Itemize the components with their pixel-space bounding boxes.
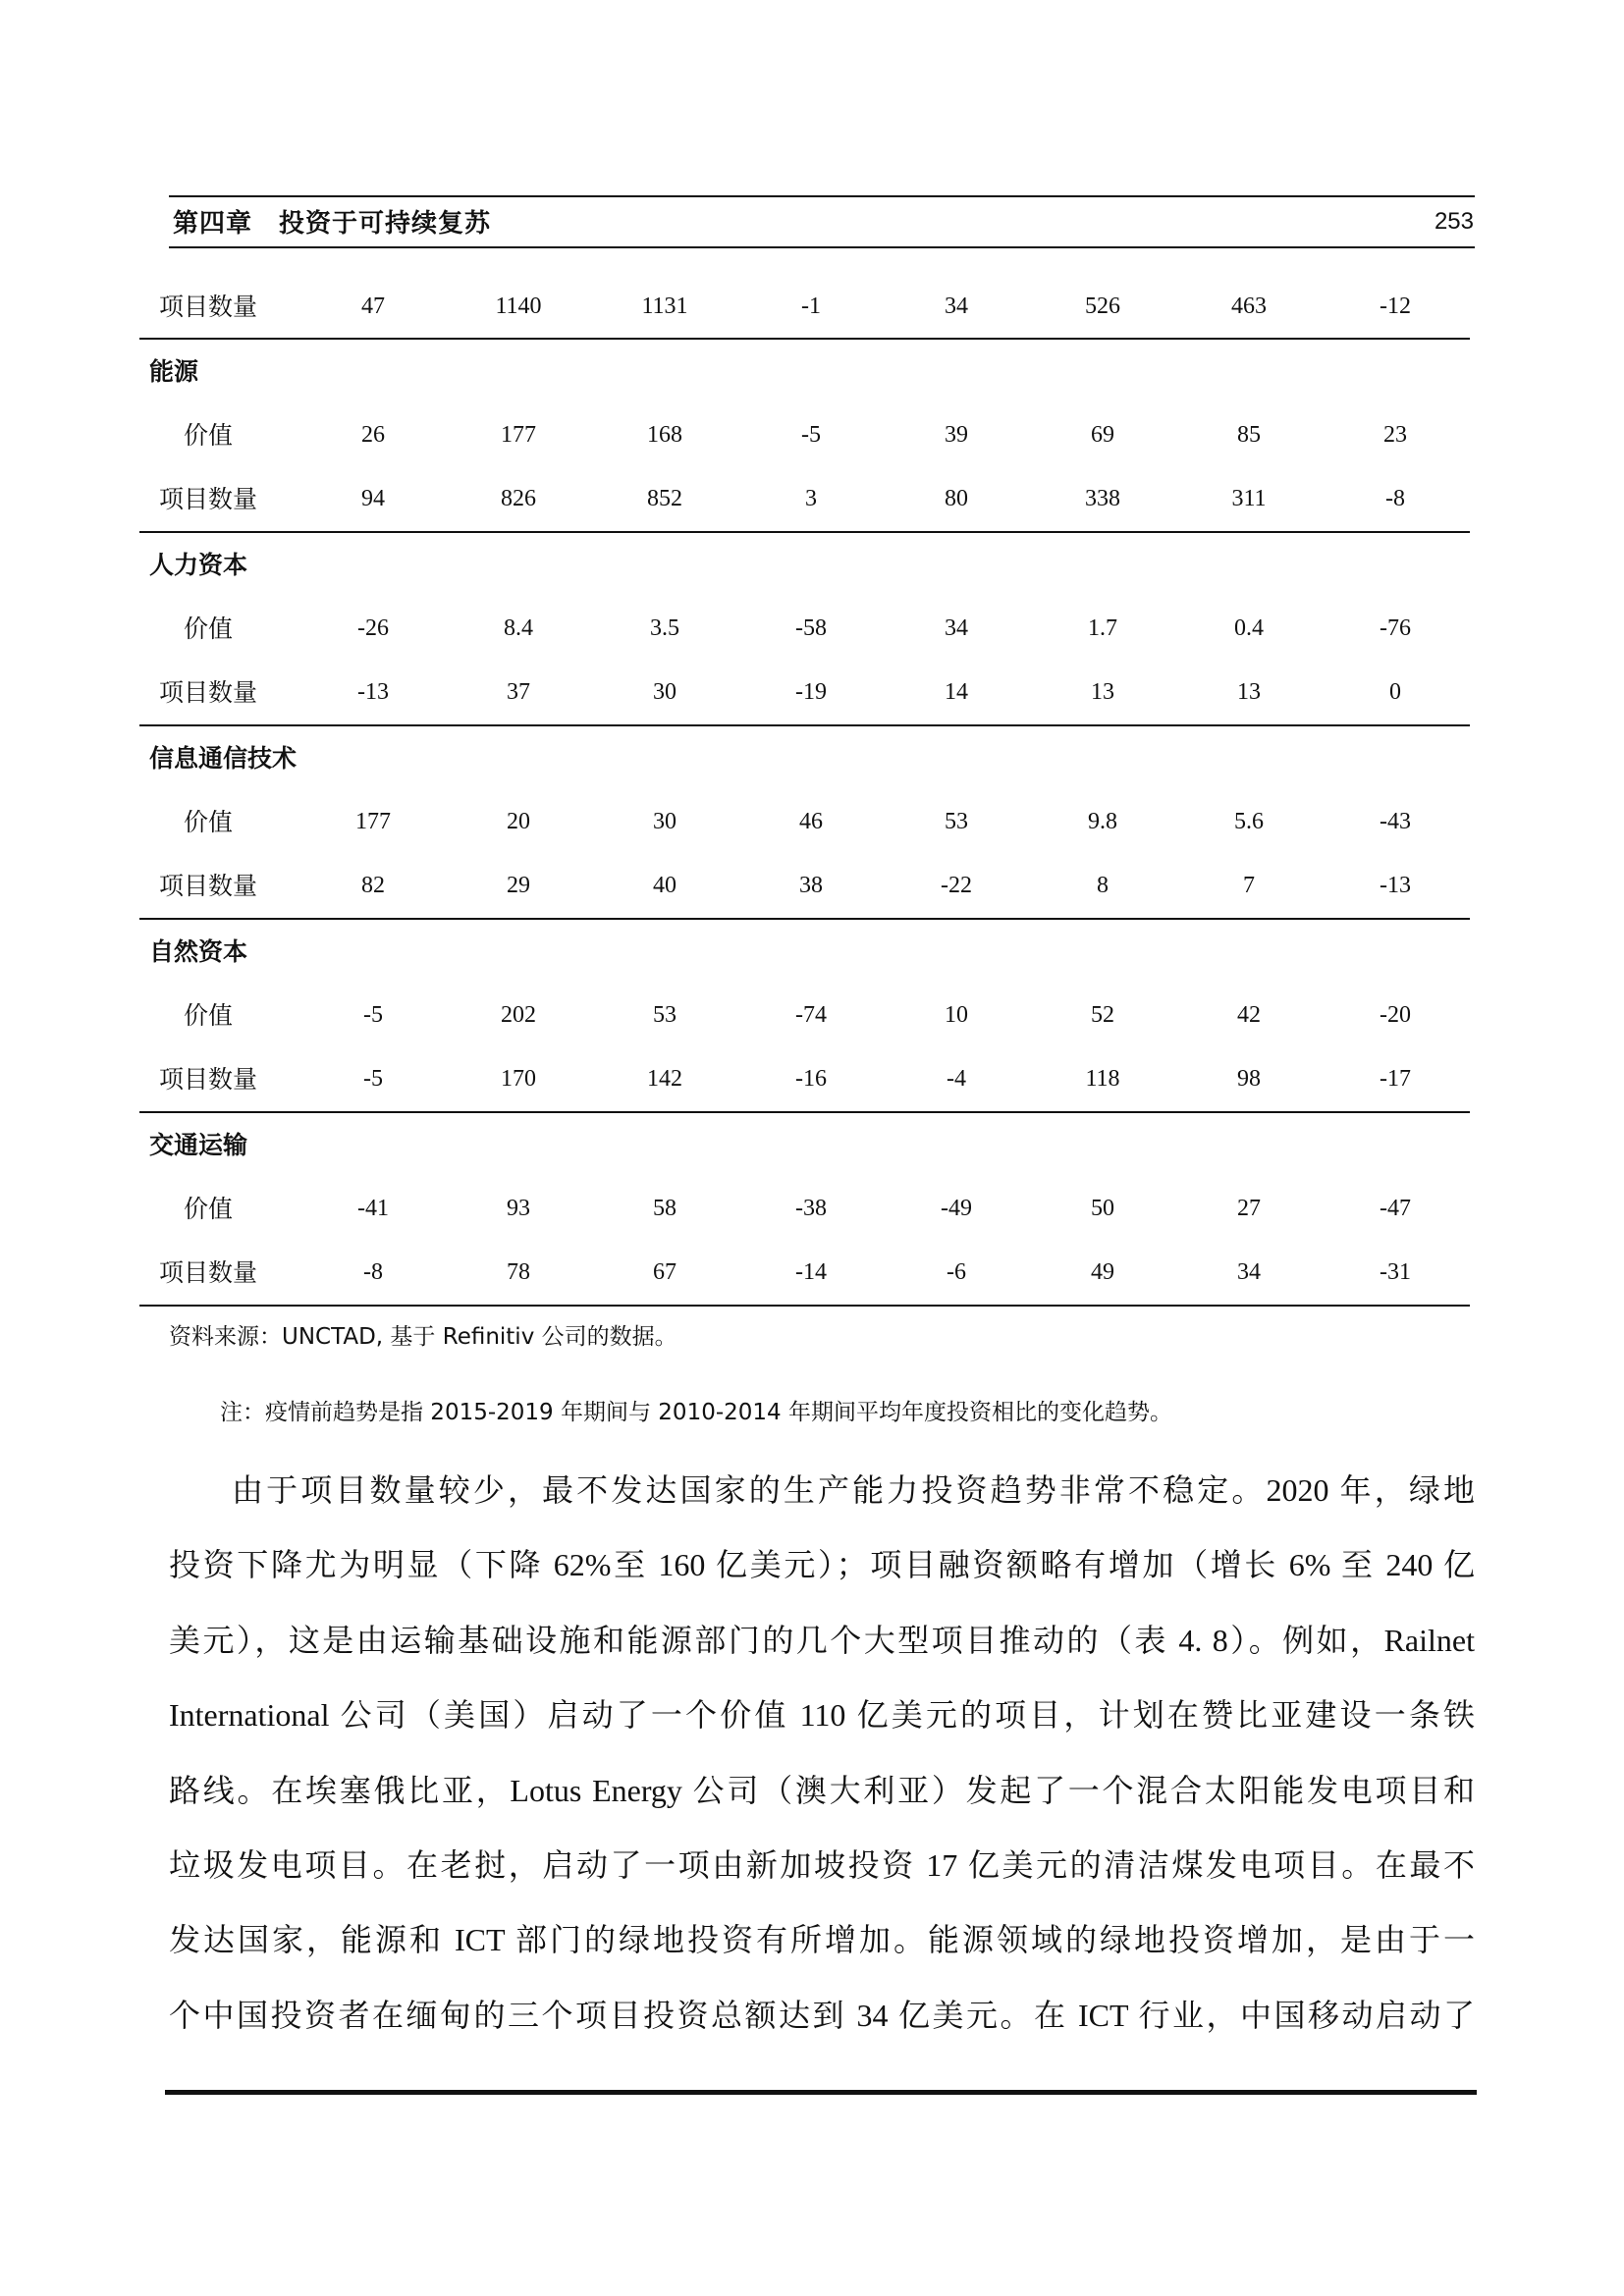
section-header-row bbox=[139, 724, 1470, 790]
table-cell: 38 bbox=[799, 873, 823, 898]
table-cell: 177 bbox=[501, 422, 536, 448]
header-bottom-rule bbox=[169, 246, 1475, 248]
table-cell: -47 bbox=[1380, 1196, 1411, 1221]
section-title: 交通运输 bbox=[149, 1131, 248, 1159]
table-cell: -5 bbox=[801, 422, 821, 448]
header-top-rule bbox=[169, 195, 1475, 197]
table-cell: 34 bbox=[1237, 1259, 1261, 1285]
table-cell: 177 bbox=[355, 809, 391, 834]
table-cell: 30 bbox=[653, 679, 677, 705]
table-cell: -41 bbox=[357, 1196, 389, 1221]
table-cell: -58 bbox=[795, 615, 827, 641]
table-cell: 52 bbox=[1091, 1002, 1114, 1028]
table-cell: -22 bbox=[941, 873, 972, 898]
section-header-row bbox=[139, 918, 1470, 984]
source-note: 资料来源：UNCTAD, 基于 Refinitiv 公司的数据。 bbox=[169, 1324, 677, 1350]
paragraph-line: 发达国家，能源和 ICT 部门的绿地投资有所增加。能源领域的绿地投资增加，是由于一 bbox=[169, 1922, 1475, 1958]
table-cell: 80 bbox=[945, 486, 968, 511]
paragraph-line: 由于项目数量较少，最不发达国家的生产能力投资趋势非常不稳定。2020 年，绿地 bbox=[232, 1472, 1475, 1508]
section-title: 信息通信技术 bbox=[149, 744, 298, 773]
table-cell: 13 bbox=[1091, 679, 1114, 705]
table-cell: 13 bbox=[1237, 679, 1261, 705]
table-cell: 82 bbox=[361, 873, 385, 898]
table-row bbox=[139, 854, 1470, 918]
footer-rule bbox=[165, 2090, 1477, 2095]
page-number: 253 bbox=[1434, 208, 1474, 235]
table-cell: -17 bbox=[1380, 1066, 1411, 1092]
section-title: 能源 bbox=[149, 357, 199, 386]
table-cell: -74 bbox=[795, 1002, 827, 1028]
table-cell: -16 bbox=[795, 1066, 827, 1092]
table-cell: 94 bbox=[361, 486, 385, 511]
table-cell: -8 bbox=[363, 1259, 383, 1285]
table-cell: 1131 bbox=[641, 294, 688, 319]
table-cell: 8 bbox=[1097, 873, 1109, 898]
paragraph-line: 美元），这是由运输基础设施和能源部门的几个大型项目推动的（表 4. 8）。例如，Railnet bbox=[169, 1622, 1475, 1658]
table-cell: -13 bbox=[1380, 873, 1411, 898]
table-cell: 202 bbox=[501, 1002, 536, 1028]
table-cell: 338 bbox=[1085, 486, 1120, 511]
table-row bbox=[139, 403, 1470, 467]
table-cell: 42 bbox=[1237, 1002, 1261, 1028]
table-cell: -43 bbox=[1380, 809, 1411, 834]
paragraph-line: 投资下降尤为明显（下降 62%至 160 亿美元）；项目融资额略有增加（增长 6% 至 240 亿 bbox=[169, 1547, 1475, 1583]
table-cell: -31 bbox=[1380, 1259, 1411, 1285]
row-label: 项目数量 bbox=[158, 485, 257, 513]
row-label: 价值 bbox=[183, 421, 233, 450]
table-cell: 78 bbox=[507, 1259, 530, 1285]
section-header-row bbox=[139, 531, 1470, 597]
table-cell: 7 bbox=[1243, 873, 1255, 898]
table-cell: 0 bbox=[1389, 679, 1401, 705]
section-title: 人力资本 bbox=[149, 551, 248, 579]
table-cell: 98 bbox=[1237, 1066, 1261, 1092]
table-cell: -4 bbox=[947, 1066, 966, 1092]
row-label: 项目数量 bbox=[158, 1065, 257, 1094]
table-cell: 5.6 bbox=[1234, 809, 1264, 834]
table-cell: 34 bbox=[945, 615, 968, 641]
table-cell: -13 bbox=[357, 679, 389, 705]
table-cell: 37 bbox=[507, 679, 530, 705]
table-cell: 34 bbox=[945, 294, 968, 319]
table-cell: 40 bbox=[653, 873, 677, 898]
row-label: 项目数量 bbox=[158, 1258, 257, 1287]
table-cell: 168 bbox=[647, 422, 682, 448]
table-cell: 118 bbox=[1085, 1066, 1120, 1092]
table-cell: 8.4 bbox=[504, 615, 533, 641]
table-cell: 27 bbox=[1237, 1196, 1261, 1221]
table-cell: 26 bbox=[361, 422, 385, 448]
table-cell: 852 bbox=[647, 486, 682, 511]
table-row bbox=[139, 467, 1470, 531]
table-cell: 67 bbox=[653, 1259, 677, 1285]
row-label: 项目数量 bbox=[158, 678, 257, 707]
table-row bbox=[139, 984, 1470, 1047]
table-cell: -20 bbox=[1380, 1002, 1411, 1028]
table-cell: 69 bbox=[1091, 422, 1114, 448]
table-cell: 826 bbox=[501, 486, 536, 511]
table-cell: 1.7 bbox=[1088, 615, 1117, 641]
row-label: 项目数量 bbox=[158, 293, 257, 321]
table-cell: 3 bbox=[805, 486, 817, 511]
table-cell: -26 bbox=[357, 615, 389, 641]
table-cell: 9.8 bbox=[1088, 809, 1117, 834]
table-cell: -8 bbox=[1385, 486, 1405, 511]
table-cell: -12 bbox=[1380, 294, 1411, 319]
section-header-row bbox=[139, 1111, 1470, 1177]
table-cell: -38 bbox=[795, 1196, 827, 1221]
table-cell: 53 bbox=[653, 1002, 677, 1028]
table-cell: 20 bbox=[507, 809, 530, 834]
table-cell: 170 bbox=[501, 1066, 536, 1092]
table-row bbox=[139, 1047, 1470, 1111]
data-table bbox=[139, 276, 1470, 1307]
table-row bbox=[139, 1241, 1470, 1305]
row-label: 价值 bbox=[183, 808, 233, 836]
row-label: 项目数量 bbox=[158, 872, 257, 900]
footnote: 注：疫情前趋势是指 2015-2019 年期间与 2010-2014 年期间平均年度投资相比的变化趋势。 bbox=[220, 1400, 1172, 1425]
paragraph-line: 路线。在埃塞俄比亚，Lotus Energy 公司（澳大利亚）发起了一个混合太阳能发电项目和 bbox=[169, 1772, 1475, 1808]
table-cell: -1 bbox=[801, 294, 821, 319]
table-cell: 23 bbox=[1383, 422, 1407, 448]
table-cell: -14 bbox=[795, 1259, 827, 1285]
table-cell: 0.4 bbox=[1234, 615, 1264, 641]
table-bottom-rule bbox=[139, 1305, 1470, 1307]
table-cell: 39 bbox=[945, 422, 968, 448]
section-title: 自然资本 bbox=[149, 937, 248, 966]
table-row bbox=[139, 597, 1470, 661]
table-row bbox=[139, 661, 1470, 724]
table-cell: -5 bbox=[363, 1066, 383, 1092]
table-cell: 3.5 bbox=[650, 615, 679, 641]
table-cell: 29 bbox=[507, 873, 530, 898]
row-label: 价值 bbox=[183, 614, 233, 643]
table-cell: -76 bbox=[1380, 615, 1411, 641]
table-cell: 142 bbox=[647, 1066, 682, 1092]
table-cell: 47 bbox=[361, 294, 385, 319]
table-cell: -19 bbox=[795, 679, 827, 705]
table-cell: 50 bbox=[1091, 1196, 1114, 1221]
table-cell: 85 bbox=[1237, 422, 1261, 448]
table-cell: 53 bbox=[945, 809, 968, 834]
paragraph-line: International 公司（美国）启动了一个价值 110 亿美元的项目，计划在赞比亚建设一条铁 bbox=[169, 1697, 1475, 1734]
table-cell: 14 bbox=[945, 679, 968, 705]
chapter-title: 第四章 投资于可持续复苏 bbox=[173, 209, 492, 239]
table-cell: -6 bbox=[947, 1259, 966, 1285]
paragraph-line: 个中国投资者在缅甸的三个项目投资总额达到 34 亿美元。在 ICT 行业，中国移动启动了 bbox=[169, 1997, 1475, 2033]
table-cell: 49 bbox=[1091, 1259, 1114, 1285]
table-cell: 93 bbox=[507, 1196, 530, 1221]
body-paragraph bbox=[169, 1453, 1475, 2053]
paragraph-line: 垃圾发电项目。在老挝，启动了一项由新加坡投资 17 亿美元的清洁煤发电项目。在最不 bbox=[169, 1847, 1475, 1884]
table-cell: 1140 bbox=[495, 294, 542, 319]
table-cell: 30 bbox=[653, 809, 677, 834]
row-label: 价值 bbox=[183, 1001, 233, 1030]
table-cell: -5 bbox=[363, 1002, 383, 1028]
table-cell: 311 bbox=[1231, 486, 1267, 511]
table-cell: 463 bbox=[1231, 294, 1267, 319]
table-row bbox=[139, 1177, 1470, 1241]
table-cell: 526 bbox=[1085, 294, 1120, 319]
table-cell: 46 bbox=[799, 809, 823, 834]
table-cell: 58 bbox=[653, 1196, 677, 1221]
section-header-row bbox=[139, 338, 1470, 403]
table-cell: 10 bbox=[945, 1002, 968, 1028]
table-row bbox=[139, 276, 1470, 338]
table-row bbox=[139, 790, 1470, 854]
row-label: 价值 bbox=[183, 1195, 233, 1223]
table-cell: -49 bbox=[941, 1196, 972, 1221]
